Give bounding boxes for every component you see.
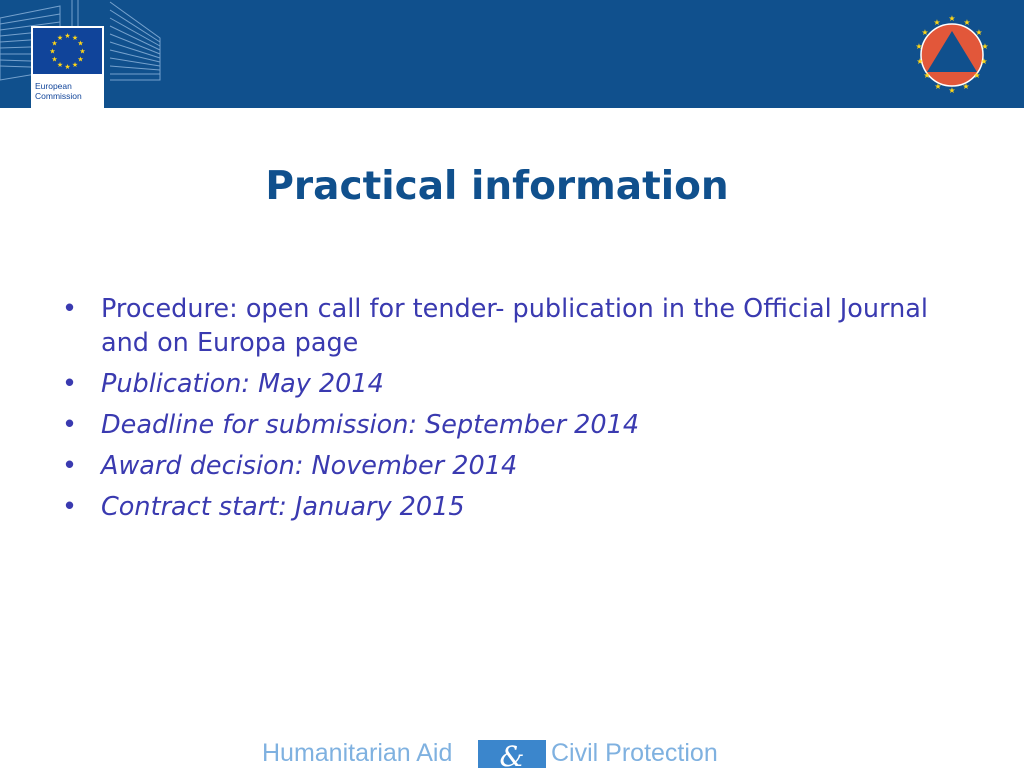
bullet-dot-icon: •: [62, 492, 78, 522]
svg-text:★: ★: [933, 18, 941, 27]
bullet-item-award: [62, 449, 962, 483]
footer-banner: [262, 738, 742, 773]
eu-flag-icon: [33, 28, 102, 74]
bullet-dot-icon: •: [62, 451, 78, 481]
svg-text:★: ★: [934, 82, 942, 91]
svg-text:★: ★: [923, 71, 931, 80]
svg-text:★: ★: [921, 28, 929, 37]
svg-text:★: ★: [71, 61, 79, 69]
slide-title: Practical information: [265, 164, 729, 209]
bullet-item-publication: [62, 367, 962, 401]
bullet-item-procedure: [62, 292, 962, 360]
svg-text:★: ★: [981, 42, 989, 51]
svg-text:★: ★: [79, 47, 86, 56]
bullet-text: Award decision: November 2014: [101, 451, 518, 481]
ec-logo-line1: European: [35, 81, 72, 91]
bullet-dot-icon: •: [62, 410, 78, 440]
svg-text:★: ★: [49, 47, 56, 56]
svg-text:★: ★: [64, 32, 71, 40]
svg-text:★: ★: [71, 34, 79, 42]
svg-text:★: ★: [948, 14, 956, 23]
svg-text:★: ★: [51, 39, 58, 48]
bullet-text: Deadline for submission: September 2014: [101, 410, 640, 440]
ec-logo-wordmark: [35, 81, 103, 101]
svg-text:★: ★: [915, 42, 923, 51]
bullet-item-deadline: [62, 408, 962, 442]
european-commission-logo: [31, 26, 104, 112]
svg-text:★: ★: [916, 57, 924, 66]
bullet-dot-icon: •: [62, 294, 78, 324]
bullet-text: Publication: May 2014: [101, 369, 384, 399]
bullet-text: Procedure: open call for tender- publication in the Official Journal and on Europa page: [101, 294, 928, 358]
ec-logo-line2: Commission: [35, 91, 82, 101]
svg-text:★: ★: [77, 39, 84, 48]
svg-text:★: ★: [64, 63, 71, 71]
bullet-dot-icon: •: [62, 369, 78, 399]
svg-text:★: ★: [948, 86, 956, 95]
svg-text:★: ★: [963, 18, 971, 27]
bullet-list: [62, 292, 962, 531]
svg-text:★: ★: [51, 55, 58, 64]
footer-ampersand: &: [478, 740, 546, 768]
svg-text:★: ★: [980, 57, 988, 66]
footer-civil-protection: Civil Protection: [551, 739, 718, 767]
civil-protection-logo-icon: [908, 12, 996, 98]
svg-text:★: ★: [962, 82, 970, 91]
svg-text:★: ★: [975, 28, 983, 37]
svg-text:★: ★: [56, 61, 64, 69]
svg-text:★: ★: [56, 34, 64, 42]
bullet-text: Contract start: January 2015: [101, 492, 465, 522]
footer-humanitarian-aid: Humanitarian Aid: [262, 739, 453, 767]
svg-text:★: ★: [77, 55, 84, 64]
header-band: [0, 0, 1024, 108]
bullet-item-contract: [62, 490, 962, 524]
svg-text:★: ★: [973, 71, 981, 80]
